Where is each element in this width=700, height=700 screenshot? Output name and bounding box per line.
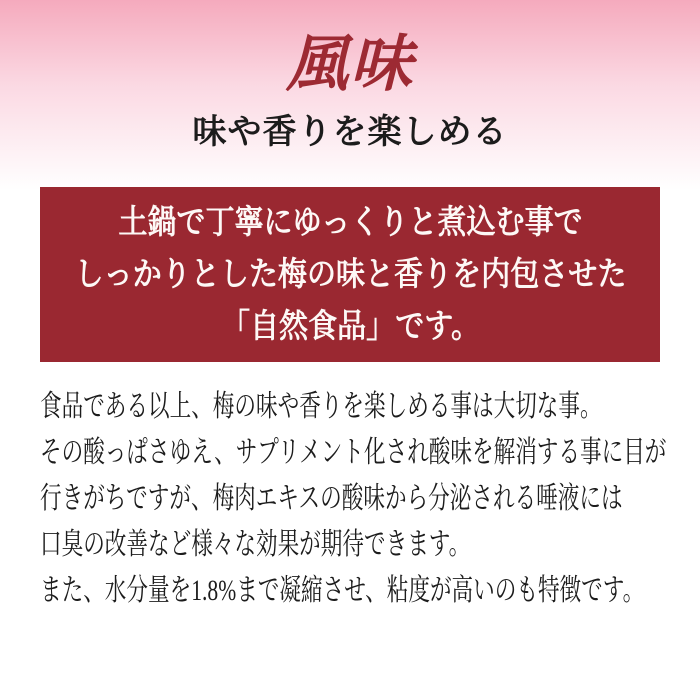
body-line-2: その酸っぱさゆえ、サプリメント化され酸味を解消する事に目が — [40, 436, 667, 469]
body-text — [40, 384, 667, 614]
highlight-line-2: しっかりとした梅の味と香りを内包させた — [74, 256, 626, 293]
body-line-5: また、水分量を1.8%まで凝縮させ、粘度が高いのも特徴です。 — [40, 574, 645, 607]
page-title: 風味 — [285, 31, 414, 99]
body-text-block — [40, 384, 670, 614]
highlight-box — [40, 187, 660, 362]
body-line-4: 口臭の改善など様々な効果が期待できます。 — [40, 528, 471, 561]
highlight-box-text — [74, 197, 626, 353]
body-line-3: 行きがちですが、梅肉エキスの酸味から分泌される唾液には — [40, 482, 623, 515]
page-subtitle: 味や香りを楽しめる — [192, 114, 508, 151]
highlight-line-1: 土鍋で丁寧にゆっくりと煮込む事で — [117, 204, 583, 241]
highlight-line-3: 「自然食品」です。 — [220, 308, 480, 345]
body-line-1: 食品である以上、梅の味や香りを楽しめる事は大切な事。 — [40, 390, 602, 423]
